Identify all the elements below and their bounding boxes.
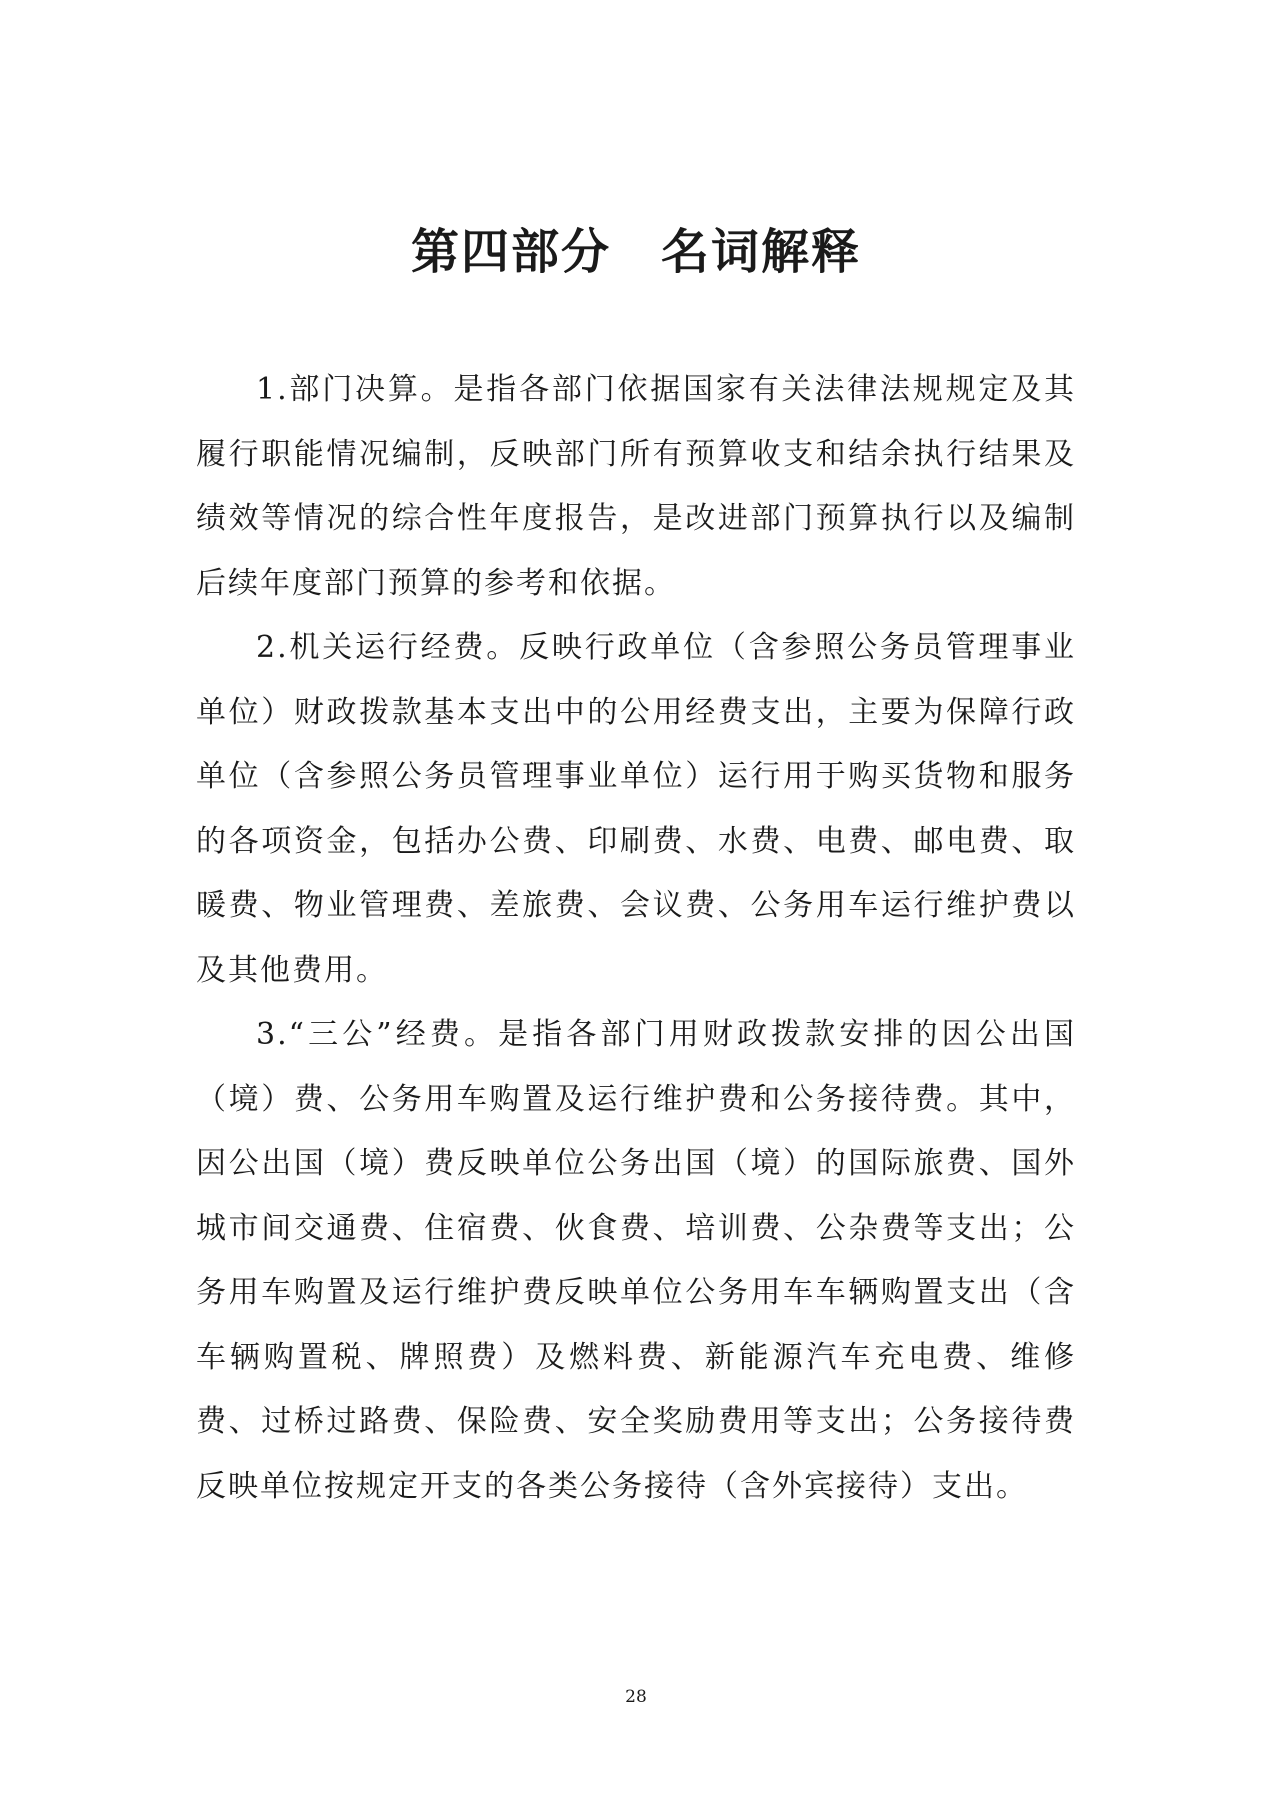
paragraph-department-final-accounts: 1.部门决算。是指各部门依据国家有关法律法规规定及其履行职能情况编制，反映部门所有预算收支和结余执行结果及绩效等情况的综合性年度报告，是改进部门预算执行以及编制后续年度部门预算的参考和依据。 [196, 372, 1076, 601]
paragraph-three-public-expenses: 3.“三公”经费。是指各部门用财政拨款安排的因公出国（境）费、公务用车购置及运行维护费和公务接待费。其中，因公出国（境）费反映单位公务出国（境）的国际旅费、国外城市间交通费、住宿费、伙食费、培训费、公杂费等支出；公务用车购置及运行维护费反映单位公务用车车辆购置支出（含车辆购置税、牌照费）及燃料费、新能源汽车充电费、维修费、过桥过路费、保险费、安全奖励费用等支出；公务接待费反映单位按规定开支的各类公务接待（含外宾接待）支出。 [196, 1017, 1076, 1504]
document-body [196, 358, 1076, 1519]
page-number: 28 [625, 1687, 647, 1707]
paragraph-agency-operating-expenses: 2.机关运行经费。反映行政单位（含参照公务员管理事业单位）财政拨款基本支出中的公用经费支出，主要为保障行政单位（含参照公务员管理事业单位）运行用于购买货物和服务的各项资金，包括办公费、印刷费、水费、电费、邮电费、取暖费、物业管理费、差旅费、会议费、公务用车运行维护费以及其他费用。 [196, 630, 1076, 988]
page-title: 第四部分 名词解释 [410, 224, 861, 280]
